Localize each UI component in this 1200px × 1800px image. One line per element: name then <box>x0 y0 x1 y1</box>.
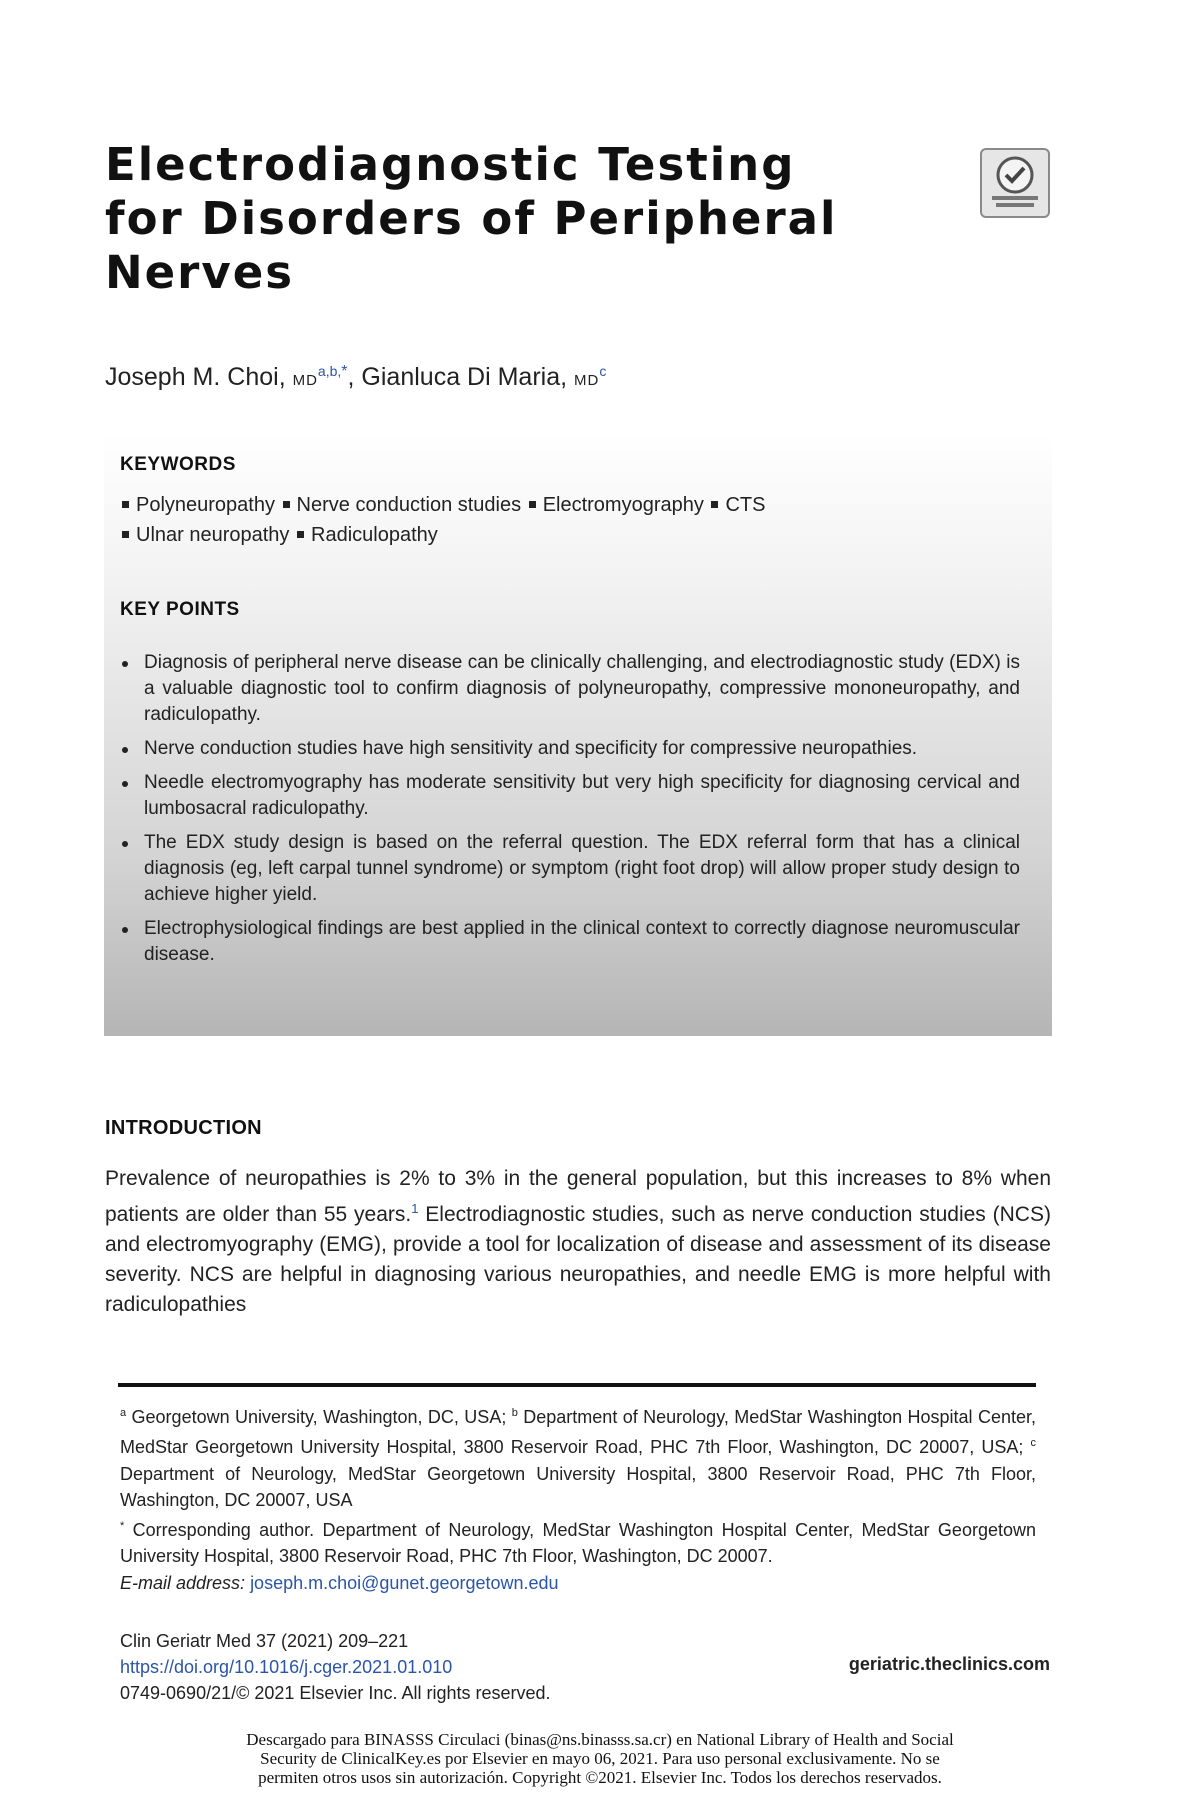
introduction-paragraph <box>105 1164 1051 1320</box>
affiliation-b: Department of Neurology, MedStar Washington Hospital Center, MedStar Georgetown University Hospital, 3800 Reservoir Road, PHC 7th Floor, Washington, DC 20007, USA; <box>120 1407 1036 1458</box>
email-label: E-mail address: <box>120 1572 246 1593</box>
key-point-text: Diagnosis of peripheral nerve disease can be clinically challenging, and electrodiagnostic study (EDX) is a valuable diagnostic tool to confirm diagnosis of polyneuropathy, compressive mononeuropathy, and radiculopathy. <box>144 652 1020 725</box>
key-points-list <box>120 650 1020 976</box>
affiliation-mark: b <box>511 1407 518 1419</box>
email-row <box>120 1570 1036 1596</box>
keyword: Ulnar neuropathy <box>136 524 290 546</box>
email-link[interactable]: joseph.m.choi@gunet.georgetown.edu <box>250 1572 559 1593</box>
corresponding-author-note <box>120 1513 1036 1570</box>
intro-text: Electrodiagnostic studies, such as nerve conduction studies (NCS) and electromyography (EMG), provide a tool for localization of disease and assessment of its disease severity. NCS are helpful in diagnosing various neuropathies, and needle EMG is more helpful with radiculopathies <box>105 1203 1051 1316</box>
author-degree: MD <box>292 372 318 389</box>
doi-link[interactable]: https://doi.org/10.1016/j.cger.2021.01.010 <box>120 1657 453 1677</box>
key-points-heading: KEY POINTS <box>120 599 240 620</box>
author-name: Gianluca Di Maria, <box>361 363 568 391</box>
keyword-bullet <box>529 501 536 508</box>
introduction-heading: INTRODUCTION <box>105 1117 262 1139</box>
crossmark-icon <box>982 150 1048 216</box>
bullet-icon <box>122 747 128 753</box>
copyright-line: 0749-0690/21/© 2021 Elsevier Inc. All rights reserved. <box>120 1683 551 1703</box>
key-point-text: The EDX study design is based on the referral question. The EDX referral form that has a clinical diagnosis (eg, left carpal tunnel syndrome) or symptom (right foot drop) will allow proper study design to achieve higher yield. <box>144 832 1020 905</box>
affiliation-text <box>120 1400 1036 1513</box>
article-title <box>105 138 905 300</box>
keyword: Radiculopathy <box>311 524 438 546</box>
citation-block <box>120 1628 551 1706</box>
author-affiliation-marks[interactable]: a,b, <box>317 363 342 379</box>
corresponding-text: Corresponding author. Department of Neurology, MedStar Washington Hospital Center, MedStar Georgetown University Hospital, 3800 Reservoir Road, PHC 7th Floor, Washington, DC 20007. <box>120 1520 1036 1567</box>
keyword: CTS <box>725 494 766 516</box>
key-point-text: Needle electromyography has moderate sensitivity but very high specificity for diagnosing cervical and lumbosacral radiculopathy. <box>144 772 1020 819</box>
keyword-bullet <box>297 531 304 538</box>
download-line: Security de ClinicalKey.es por Elsevier en mayo 06, 2021. Para uso personal exclusivamente. No se <box>260 1749 940 1768</box>
reference-link[interactable]: 1 <box>411 1201 419 1216</box>
key-point-item <box>120 770 1020 822</box>
bullet-icon <box>122 781 128 787</box>
keyword: Electromyography <box>542 494 704 516</box>
author-affiliation-marks[interactable]: c <box>599 363 607 379</box>
affiliations-footnote <box>120 1400 1036 1596</box>
footnote-divider <box>118 1383 1036 1387</box>
keywords-line <box>120 524 438 547</box>
keyword: Polyneuropathy <box>136 494 275 516</box>
keywords-keypoints-panel <box>104 432 1052 1036</box>
download-notice <box>150 1730 1050 1787</box>
corresponding-author-mark[interactable]: * <box>341 363 348 380</box>
bullet-icon <box>122 661 128 667</box>
corresponding-mark: * <box>120 1520 125 1533</box>
check-for-updates-badge[interactable] <box>980 148 1050 218</box>
key-point-text: Electrophysiological findings are best applied in the clinical context to correctly diagnose neuromuscular disease. <box>144 918 1020 965</box>
bullet-icon <box>122 927 128 933</box>
intro-text: Prevalence of neuropathies is 2% to 3% in the general population, but this increases to 8% when patients are older than 55 years. <box>105 1167 1051 1226</box>
affiliation-c: Department of Neurology, MedStar Georgetown University Hospital, 3800 Reservoir Road, PHC 7th Floor, Washington, DC 20007, USA <box>120 1463 1036 1510</box>
title-line: for Disorders of Peripheral <box>105 192 838 245</box>
author-degree: MD <box>574 372 600 389</box>
download-line: Descargado para BINASSS Circulaci (binas@ns.binasss.sa.cr) en National Library of Health and Social <box>246 1730 954 1749</box>
journal-website[interactable]: geriatric.theclinics.com <box>848 1654 1050 1674</box>
journal-citation: Clin Geriatr Med 37 (2021) 209–221 <box>120 1631 409 1651</box>
title-line: Electrodiagnostic Testing <box>105 138 796 191</box>
key-point-text: Nerve conduction studies have high sensitivity and specificity for compressive neuropathies. <box>144 738 918 759</box>
download-line: permiten otros usos sin autorización. Copyright ©2021. Elsevier Inc. Todos los derechos reservados. <box>258 1768 942 1787</box>
keyword: Nerve conduction studies <box>296 494 522 516</box>
keyword-bullet <box>122 501 129 508</box>
author-name: Joseph M. Choi, <box>105 363 286 391</box>
keyword-bullet <box>122 531 129 538</box>
key-point-item <box>120 736 1020 762</box>
keyword-bullet <box>283 501 290 508</box>
author-line <box>105 363 606 392</box>
key-point-item <box>120 650 1020 728</box>
keyword-bullet <box>711 501 718 508</box>
author-separator: , <box>347 363 355 391</box>
affiliation-a: Georgetown University, Washington, DC, USA; <box>126 1407 512 1427</box>
keywords-heading: KEYWORDS <box>120 454 236 475</box>
affiliation-mark: c <box>1030 1437 1036 1450</box>
title-line: Nerves <box>105 246 295 299</box>
bullet-icon <box>122 841 128 847</box>
keywords-line <box>120 494 765 517</box>
key-point-item <box>120 830 1020 908</box>
key-point-item <box>120 916 1020 968</box>
affiliation-mark: a <box>120 1407 127 1419</box>
